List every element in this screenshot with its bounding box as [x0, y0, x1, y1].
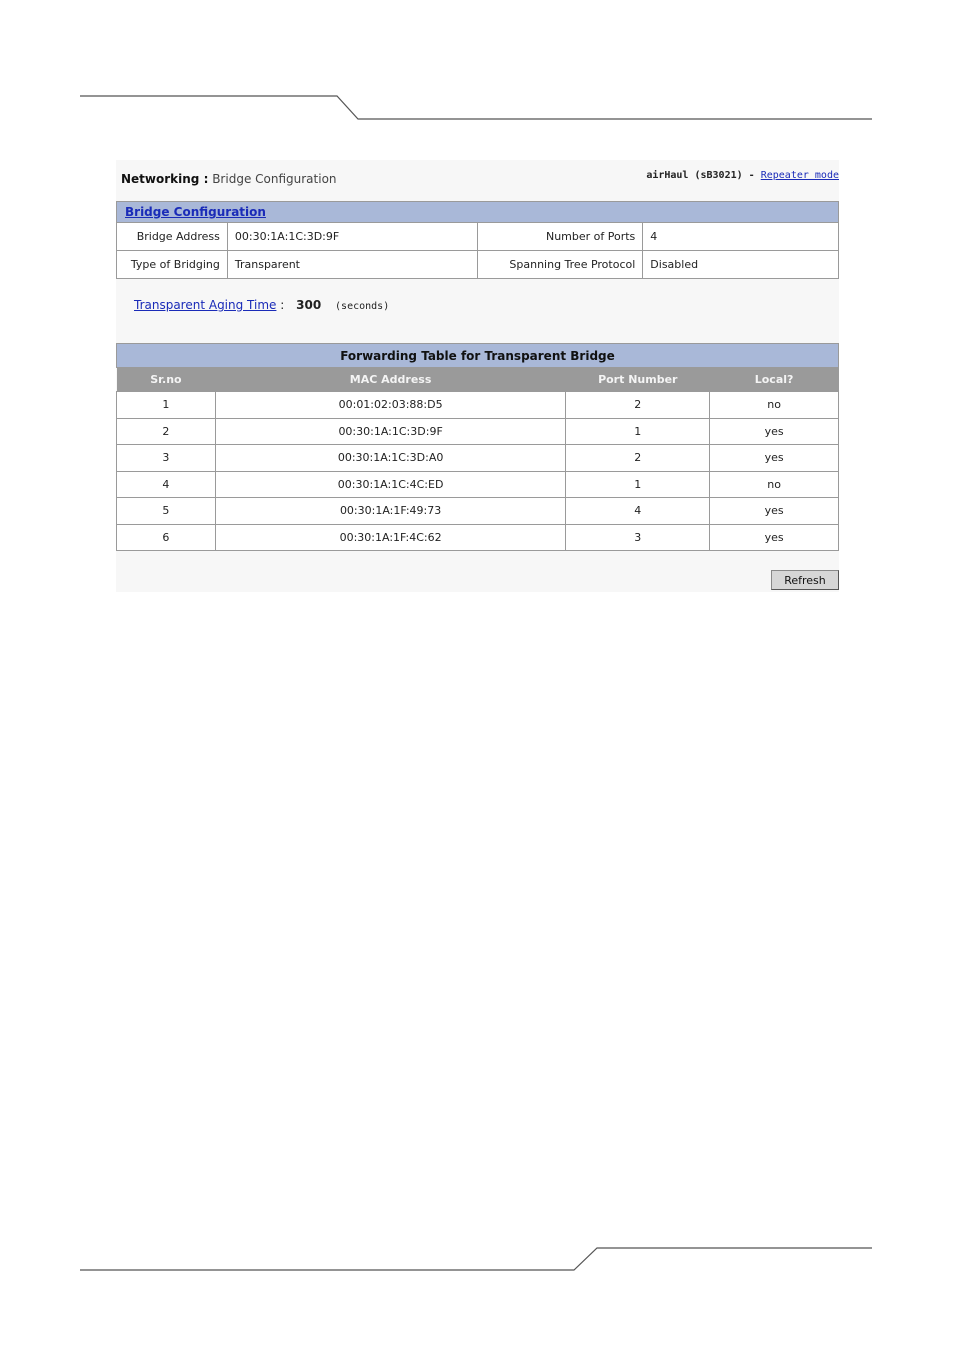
bridge-config-link[interactable]: Bridge Configuration [125, 205, 266, 219]
port-cell: 4 [566, 498, 710, 525]
aging-time-unit: (seconds) [335, 301, 390, 312]
table-row [117, 392, 839, 419]
local-cell: yes [710, 524, 839, 551]
column-header-local: Local? [710, 368, 839, 392]
forwarding-header-row [117, 368, 839, 392]
port-cell: 1 [566, 418, 710, 445]
srno-cell: 2 [117, 418, 216, 445]
srno-cell: 3 [117, 445, 216, 472]
srno-cell: 1 [117, 392, 216, 419]
number-of-ports-value: 4 [643, 223, 839, 251]
local-cell: yes [710, 445, 839, 472]
refresh-button[interactable]: Refresh [771, 570, 839, 590]
aging-time-value: 300 [296, 298, 322, 312]
table-row [117, 445, 839, 472]
bridge-config-table [116, 201, 839, 279]
port-cell: 2 [566, 392, 710, 419]
mac-cell: 00:30:1A:1C:3D:9F [215, 418, 566, 445]
forwarding-table-caption: Forwarding Table for Transparent Bridge [117, 344, 839, 368]
column-header-port: Port Number [566, 368, 710, 392]
column-header-mac: MAC Address [215, 368, 566, 392]
table-row [117, 498, 839, 525]
column-header-srno: Sr.no [117, 368, 216, 392]
aging-time-link[interactable]: Transparent Aging Time [134, 298, 277, 312]
repeater-mode-link[interactable]: Repeater mode [760, 170, 839, 181]
section-title: Networking : [121, 172, 209, 186]
srno-cell: 4 [117, 471, 216, 498]
bridging-type-label: Type of Bridging [117, 251, 228, 279]
port-cell: 1 [566, 471, 710, 498]
device-info [646, 170, 839, 181]
mac-cell: 00:30:1A:1C:3D:A0 [215, 445, 566, 472]
local-cell: no [710, 471, 839, 498]
page-title [121, 172, 337, 186]
table-row [117, 251, 839, 279]
number-of-ports-label: Number of Ports [477, 223, 643, 251]
bridging-type-value: Transparent [227, 251, 477, 279]
spanning-tree-value: Disabled [643, 251, 839, 279]
bridge-address-value: 00:30:1A:1C:3D:9F [227, 223, 477, 251]
bridge-config-panel [116, 160, 839, 592]
local-cell: yes [710, 418, 839, 445]
mac-cell: 00:30:1A:1F:4C:62 [215, 524, 566, 551]
table-row [117, 471, 839, 498]
page-subtitle: Bridge Configuration [212, 172, 337, 186]
mac-cell: 00:30:1A:1C:4C:ED [215, 471, 566, 498]
local-cell: no [710, 392, 839, 419]
table-row [117, 524, 839, 551]
table-row [117, 418, 839, 445]
srno-cell: 6 [117, 524, 216, 551]
port-cell: 2 [566, 445, 710, 472]
bridge-address-label: Bridge Address [117, 223, 228, 251]
mac-cell: 00:01:02:03:88:D5 [215, 392, 566, 419]
spanning-tree-label: Spanning Tree Protocol [477, 251, 643, 279]
device-name: airHaul (sB3021) - [646, 170, 755, 181]
forwarding-table [116, 343, 839, 551]
mac-cell: 00:30:1A:1F:49:73 [215, 498, 566, 525]
port-cell: 3 [566, 524, 710, 551]
aging-time-row [134, 298, 389, 312]
srno-cell: 5 [117, 498, 216, 525]
bridge-config-header [117, 202, 839, 223]
local-cell: yes [710, 498, 839, 525]
aging-separator: : [280, 298, 285, 312]
table-row [117, 223, 839, 251]
